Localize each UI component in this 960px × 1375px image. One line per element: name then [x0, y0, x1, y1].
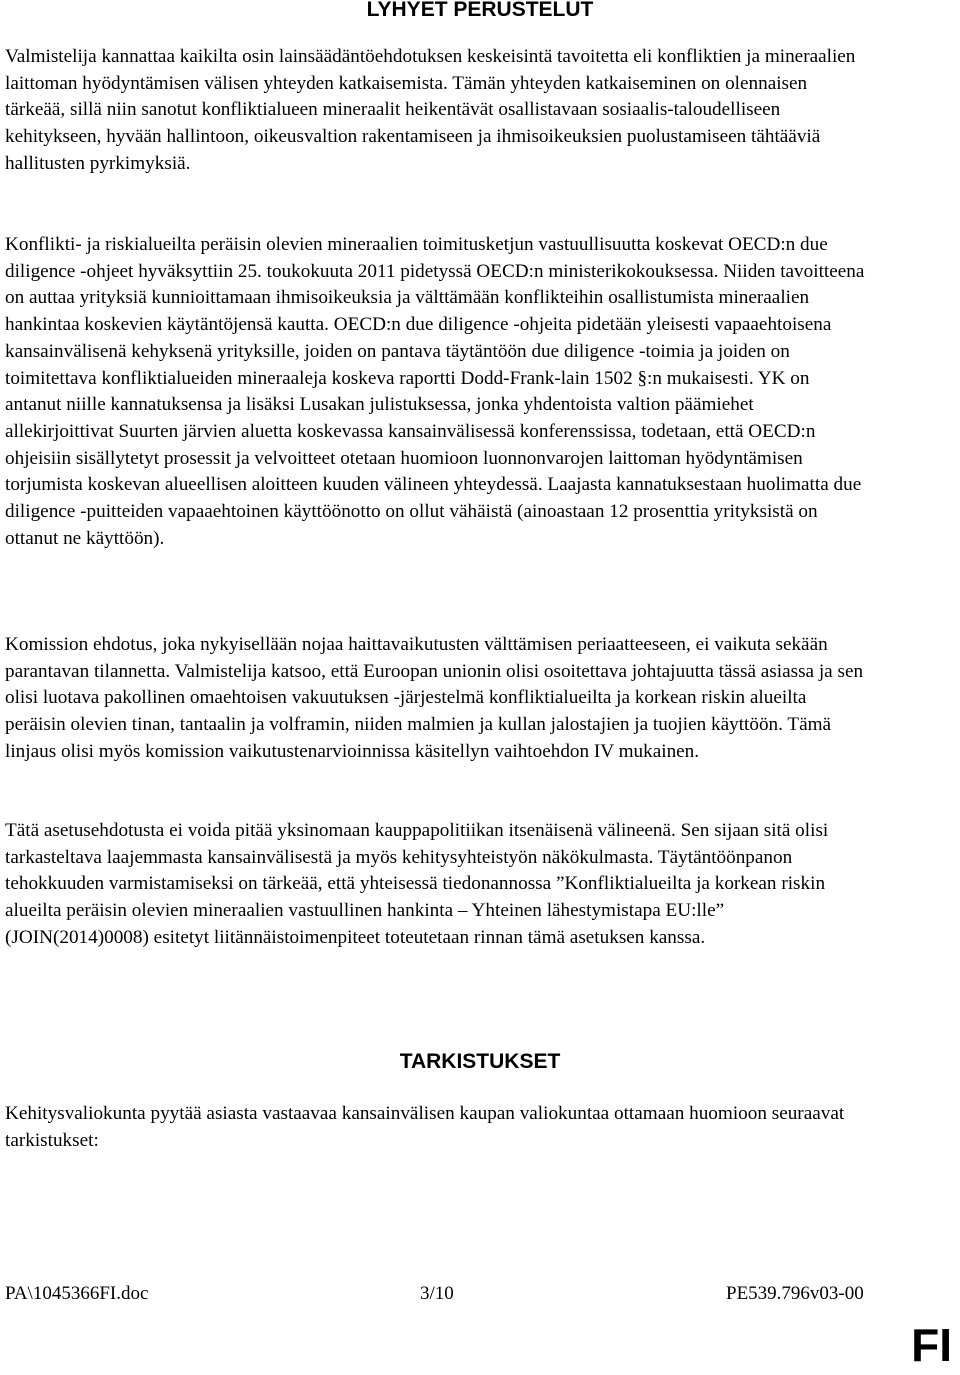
- language-code: FI: [911, 1319, 952, 1371]
- section-heading-tarkistukset: TARKISTUKSET: [399, 1050, 561, 1073]
- footer-doc-reference: PA\1045366FI.doc: [5, 1283, 149, 1304]
- footer-page-number: 3/10: [420, 1283, 454, 1304]
- footer-pe-number: PE539.796v03-00: [726, 1283, 864, 1304]
- closing-paragraph: Kehitysvaliokunta pyytää asiasta vastaavaa kansainvälisen kaupan valiokuntaa ottamaan huomioon seuraavat tarkistukset:: [5, 1103, 845, 1151]
- paragraph-2: Konflikti- ja riskialueilta peräisin olevien mineraalien toimitusketjun vastuullisuutta koskevat OECD:n due diligence -ohjeet hyväksyttiin 25. toukokuuta 2011 pidetyssä OECD:n ministerikokouksessa. Niiden tavoitteena on auttaa yrityksiä kunnioittamaan ihmisoikeuksia ja välttämään konflikteihin osallistumista mineraalien hankintaa koskevien käytäntöjensä kautta. OECD:n due diligence -ohjeita pidetään yleisesti vapaaehtoisena kansainvälisenä kehyksenä yrityksille, joiden on pantava täytäntöön due diligence -toimia ja joiden on toimitettava konfliktialueiden mineraaleja koskeva raportti Dodd-Frank-lain 1502 §:n mukaisesti. YK on antanut niille kannatuksensa ja lisäksi Lusakan julistuksessa, jonka yhdentoista valtion päämiehet allekirjoittivat Suurten järvien aluetta koskevassa kansainvälisessä konferenssissa, todetaan, että OECD:n ohjeisiin sisällytetyt prosessit ja velvoitteet otetaan huomioon luonnonvarojen laittoman hyödyntämisen torjumista koskevan alueellisen aloitteen kuuden välineen yhteydessä. Laajasta kannatuksestaan huolimatta due diligence -puitteiden vapaaehtoinen käyttöönotto on ollut vähäistä (ainoastaan 12 prosenttia yrityksistä on ottanut ne käyttöön).: [5, 234, 865, 549]
- page-footer: [0, 1283, 960, 1313]
- paragraph-4: Tätä asetusehdotusta ei voida pitää yksinomaan kauppapolitiikan itsenäisenä välineenä. Sen sijaan sitä olisi tarkasteltava laajemmasta kansainvälisestä ja myös kehitysyhteistyön näkökulmasta. Täytäntöönpanon tehokkuuden varmistamiseksi on tärkeää, että yhteisessä tiedonannossa ”Konfliktialueilta ja korkean riskin alueilta peräisin olevien mineraalien vastuullinen hankinta – Yhteinen lähestymistapa EU:lle” (JOIN(2014)0008) esitetyt liitännäistoimenpiteet toteutetaan rinnan tämä asetuksen kanssa.: [5, 820, 829, 948]
- paragraph-1: Valmistelija kannattaa kaikilta osin lainsäädäntöehdotuksen keskeisintä tavoitetta eli konfliktien ja mineraalien laittoman hyödyntämisen välisen yhteyden katkaisemista. Tämän yhteyden katkaiseminen on olennaisen tärkeää, sillä niin sanotut konfliktialueen mineraalit heikentävät osallistavaan sosiaalis-taloudelliseen kehitykseen, hyvään hallintoon, oikeusvaltion rakentamiseen ja ihmisoikeuksien puolustamiseen tähtääviä hallitusten pyrkimyksiä.: [5, 46, 856, 174]
- section-heading-lyhyet-perustelut: LYHYET PERUSTELUT: [366, 0, 594, 21]
- paragraph-3: Komission ehdotus, joka nykyisellään nojaa haittavaikutusten välttämisen periaatteeseen, ei vaikuta sekään parantavan tilannetta. Valmistelija katsoo, että Euroopan unionin olisi osoitettava johtajuutta tässä asiassa ja sen olisi luotava pakollinen omaehtoisen vakuutuksen -järjestelmä konfliktialueilta ja korkean riskin alueilta peräisin olevien tinan, tantaalin ja volframin, niiden malmien ja kullan jalostajien ja tuojien käyttöön. Tämä linjaus olisi myös komission vaikutustenarvioinnissa käsitellyn vaihtoehdon IV mukainen.: [5, 634, 864, 762]
